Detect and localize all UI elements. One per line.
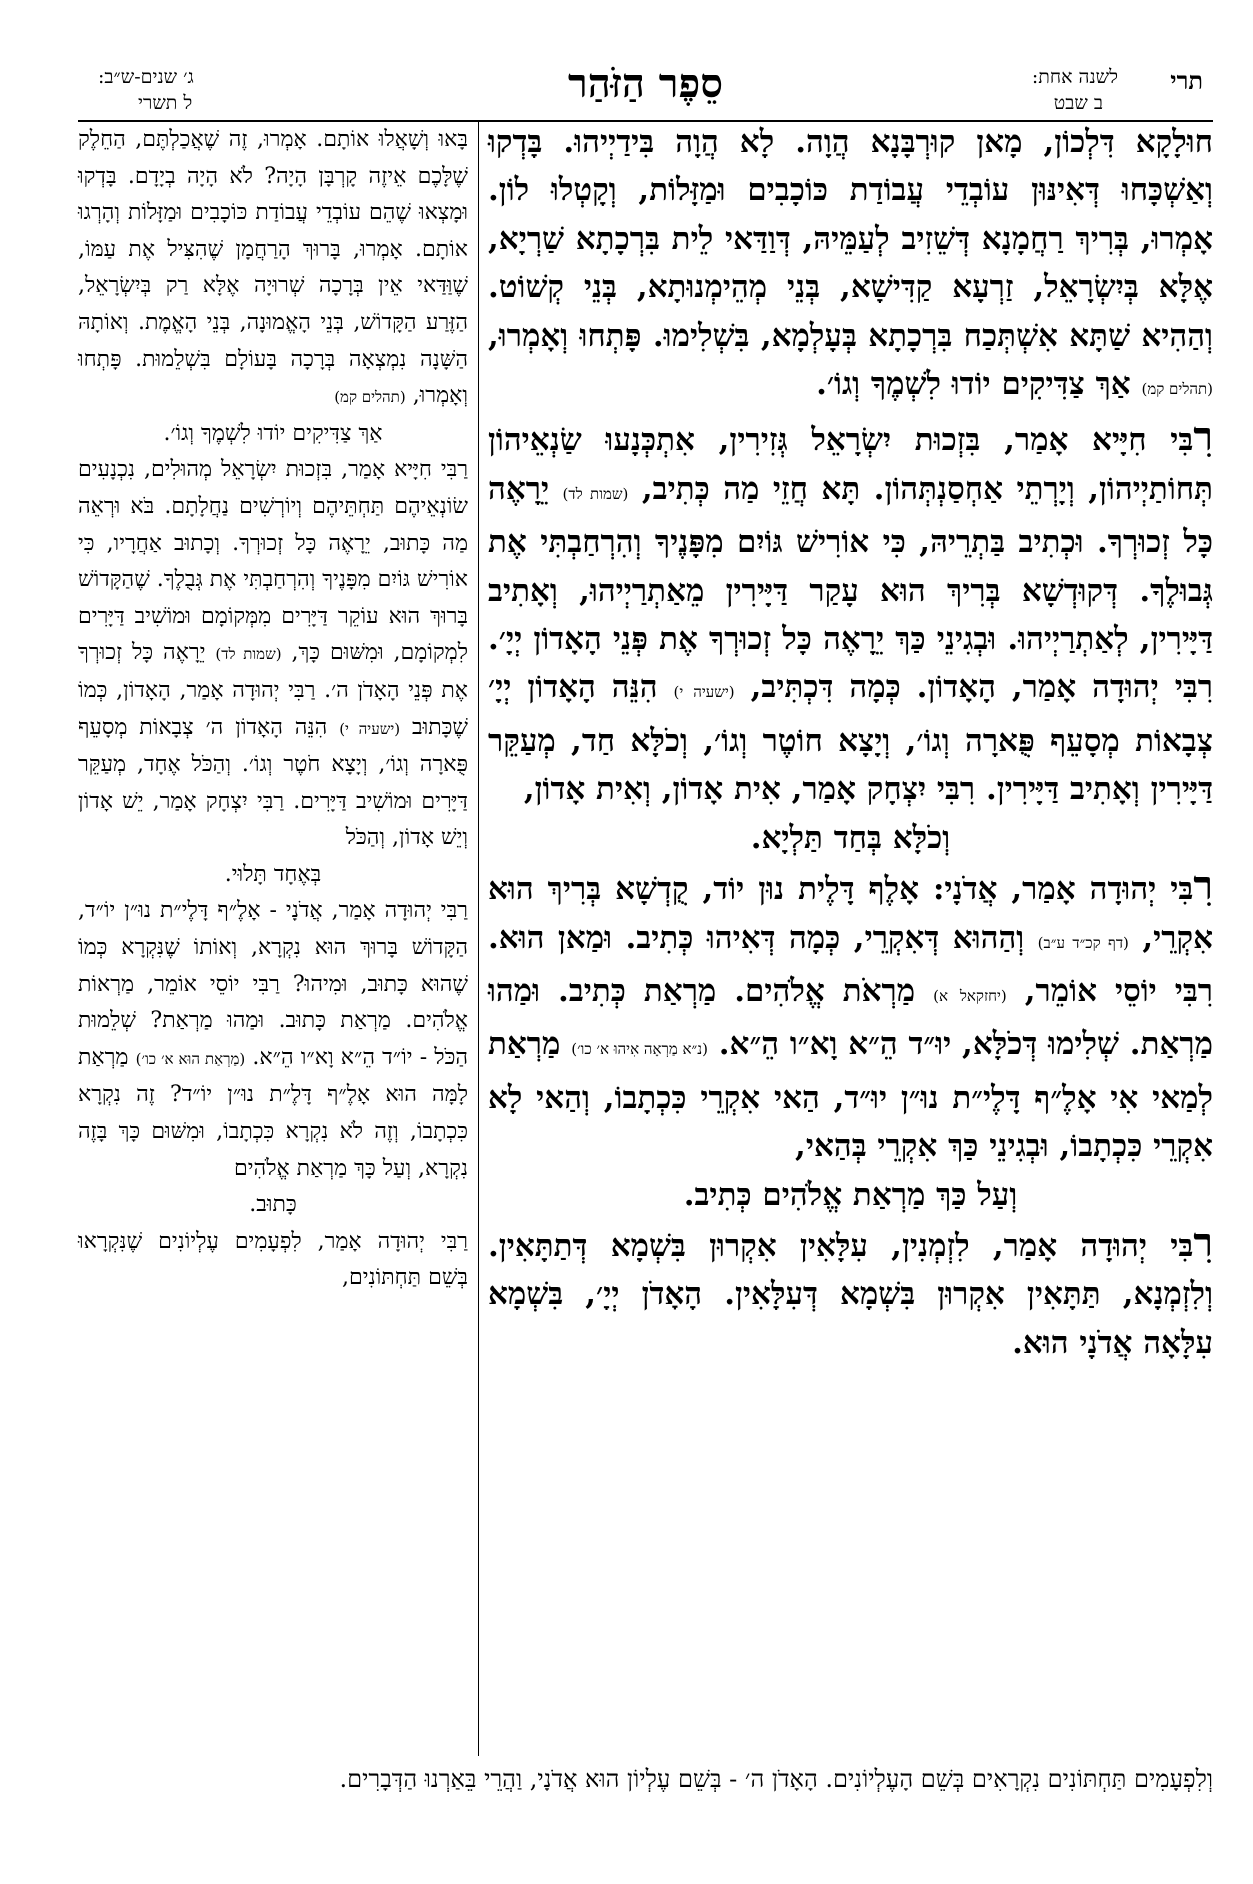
drop-cap: רִ xyxy=(1193,413,1213,461)
side-paragraph-2-end: בְּאֶחָד תָּלוּי. xyxy=(224,861,322,887)
main-paragraph-2: רִבִּי חִיָּיא אָמַר, בִּזְכוּת יִשְׂרָאֵל גְּזִירִין, אִתְכְּנָעוּ שַׂנְאֵיהוֹן תְּחוֹתַיְיהוֹן, וְיָרְתֵי אַחְסַנְתְּהוֹן. תָּא חֲזֵי מַה כְּתִיב, (שמות לד) יֵרָאֶה כָּל זְכוּרְךָ. וּכְתִיב בַּתְרֵיהּ, כִּי אוֹרִישׁ גּוֹיִם מִפָּנֶיךָ וְהִרְחַבְתִּי אֶת גְּבוּלֶךָ. דְּקוּדְשָׁא בְּרִיךְ הוּא עָקַר דַּיָּירִין מֵאַתְרַיְיהוּ, וְאָתִיב דַּיָּירִין, לְאַתְרַיְיהוּ. וּבְגִינֵי כַּךְ יֵרָאֶה כָּל זְכוּרְךָ אֶת פְּנֵי הָאָדוֹן יְיָ׳. רִבִּי יְהוּדָה אָמַר, הָאָדוֹן. כְּמָה דִּכְתִּיב, (ישעיה י) הִנֵּה הָאָדוֹן יְיָ׳ צְבָאוֹת מְסָעֵף פֻּארָה וְגוֹ׳, וְיָצָא חוֹטֶר וְגוֹ׳, וְכֹלָּא חַד, מְעַקֵּר דַּיָּירִין וְאָתִיב דַּיָּירִין. רִבִּי יִצְחָק אָמַר, אִית אָדוֹן, וְאִית אָדוֹן, xyxy=(488,413,1214,808)
page-number: תרי xyxy=(1170,66,1203,95)
variant-note: (נ״א מַרְאָה אִיהוּ א׳ כו׳) xyxy=(571,1040,708,1059)
verse-reference: (תהלים קמ) xyxy=(1141,380,1213,399)
drop-cap: רִ xyxy=(1193,1218,1213,1266)
verse-reference: (יחזקאל א) xyxy=(933,986,1007,1005)
study-schedule-date: ב שבט xyxy=(1053,92,1103,114)
verse-reference: (ישעיה י) xyxy=(673,683,735,702)
study-schedule-label: לשנה אחת: xyxy=(1031,66,1118,88)
drop-cap: רִ xyxy=(1193,862,1213,910)
side-paragraph-3: רַבִּי יְהוּדָה אָמַר, אֲדֹנָי - אָלֶ״ף דָּלֶי״ת נוּ״ן יוֹ״ד, הַקָּדוֹשׁ בָּרוּךְ הוּא נִקְרָא, וְאוֹתוֹ שֶׁנִּקְרָא כְּמוֹ שֶׁהוּא כָּתוּב, וּמִיהוּ? רַבִּי יוֹסֵי אוֹמֵר, מַרְאוֹת אֱלֹהִים. מַרְאַת כָּתוּב. וּמַהוּ מַרְאַת? שְׁלֵמוּת הַכֹּל - יוֹ״ד הֵ״א וָא״ו הֵ״א. (מַרְאַת הוּא א׳ כו׳) מַרְאַת לָמָּה הוּא אָלֶ״ף דָּלֶ״ת נוּ״ן יוֹ״ד? זֶה נִקְרָא כִּכְתָבוֹ, וְזֶה לֹא נִקְרָא כִּכְתָבוֹ, וּמִשּׁוּם כָּךְ בָּזֶה נִקְרָא, וְעַל כָּךְ מַרְאַת אֱלֹהִים xyxy=(78,898,468,1181)
main-paragraph-1: חוּלָקָא דִּלְכוֹן, מָאן קוּרְבָּנָא הֲוָה. לָא הֲוָה בִּידַיְיהוּ. בָּדְקוּ וְאַשְׁכָּחוּ דְּאִינּוּן עוֹבְדֵי עֲבוֹדַת כּוֹכָבִים וּמַזָּלוֹת, וְקָטְלוּ לוֹן. אָמְרוּ, בְּרִיךְ רַחֲמָנָא דְּשֵׁזִיב לְעַמֵּיהּ, דְּוַדַּאי לֵית בִּרְכָתָא שַׁרְיָא, אֶלָּא בְּיִשְׂרָאֵל, זַרְעָא קַדִּישָׁא, בְּנֵי מְהֵימְנוּתָא, בְּנֵי קְשׁוֹט. וְהַהִיא שַׁתָּא אִשְׁתְּכַח בִּרְכָתָא בְּעָלְמָא, בִּשְׁלִימוּ. פָּתְחוּ וְאָמְרוּ, (תהלים קמ) אַךְ צַדִּיקִים יוֹדוּ לִשְׁמֶךָ וְגוֹ׳. xyxy=(488,124,1213,403)
verse-reference: (ישעיה י) xyxy=(339,719,401,738)
column-divider xyxy=(478,122,479,1756)
main-paragraph-2-end: וְכֹלָּא בְּחַד תַּלְיָא. xyxy=(750,819,951,856)
side-paragraph-1: בָּאוּ וְשָׁאֲלוּ אוֹתָם. אָמְרוּ, זֶה שֶׁאֲכַלְתֶּם, הַחֵלֶק שֶׁלָּכֶם אֵיזֶה קָרְבָּן הָיָה? לֹא הָיָה בְיָדָם. בָּדְקוּ וּמָצְאוּ שֶׁהֵם עוֹבְדֵי עֲבוֹדַת כּוֹכָבִים וּמַזָּלוֹת וְהָרְגוּ אוֹתָם. אָמְרוּ, בָּרוּךְ הָרַחֲמָן שֶׁהִצִּיל אֶת עַמּוֹ, שֶׁוַּדַּאי אֵין בְּרָכָה שְׁרוּיָה אֶלָּא רַק בְּיִשְׂרָאֵל, הַזֶּרַע הַקָּדוֹשׁ, בְּנֵי הָאֱמוּנָה, בְּנֵי הָאֱמֶת. וְאוֹתָהּ הַשָּׁנָה נִמְצְאָה בְּרָכָה בָּעוֹלָם בִּשְׁלֵמוּת. פָּתְחוּ וְאָמְרוּ, (תהלים קמ) xyxy=(78,127,468,409)
page-reference: (דף קכ״ד ע״ב) xyxy=(1037,933,1129,952)
aramaic-main-column xyxy=(488,118,1213,1756)
verse-reference: (תהלים קמ) xyxy=(334,388,406,407)
variant-note: (מַרְאַת הוּא א׳ כו׳) xyxy=(135,1049,246,1068)
side-paragraph-3-end: כָּתוּב. xyxy=(249,1192,297,1218)
main-paragraph-4: רִבִּי יְהוּדָה אָמַר, לִזְמְנִין, עִלָּאִין אִקְרוּן בִּשְׁמָא דְּתַתָּאִין. וְלִזְמְנָא, תַּתָּאִין אִקְרוּן בִּשְׁמָא דְּעִלָּאִין. הָאָדֹן יְיָ׳, בִּשְׁמָא עִלָּאָה אֲדֹנָי הוּא. xyxy=(488,1218,1213,1361)
verse-reference: (שמות לד) xyxy=(562,484,629,503)
verse-reference: (שמות לד) xyxy=(215,645,282,664)
cycle-label: ג׳ שנים-ש״ב: xyxy=(98,66,194,88)
book-title: סֵפֶר הַזֹּהַר xyxy=(568,60,723,107)
cycle-date: ל תשרי xyxy=(138,92,193,114)
side-paragraph-4: רַבִּי יְהוּדָה אָמַר, לִפְעָמִים עֶלְיוֹנִים שֶׁנִּקְרָאוּ בְּשֵׁם תַּחְתּוֹנִים, xyxy=(78,1228,468,1291)
main-paragraph-3: רִבִּי יְהוּדָה אָמַר, אֲדֹנָי: אָלֶף דָּלֶית נוּן יוֹד, קֻדְשָׁא בְּרִיךְ הוּא אִקְרֵי, (דף קכ״ד ע״ב) וְהַהוּא דְּאִקְרֵי, כְּמָה דְּאִיהוּ כְּתִיב. וּמַאן הוּא. רִבִּי יוֹסֵי אוֹמֵר, (יחזקאל א) מַרְאֹת אֱלֹהִים. מַרְאַת כְּתִיב. וּמַהוּ מַרְאַת. שְׁלִימוּ דְּכֹלָּא, יוּ״ד הֵ״א וָא״ו הֵ״א. (נ״א מַרְאָה אִיהוּ א׳ כו׳) מַרְאַת לְמַאי אִי אָלֶ״ף דָּלֶי״ת נוּ״ן יוּ״ד, הַאי אִקְרֵי כִּכְתָבוֹ, וְהַאי לָא אִקְרֵי כִּכְתָבוֹ, וּבְגִינֵי כַּךְ אִקְרֵי בְּהַאי, xyxy=(488,862,1214,1165)
footer-continuation: וְלִפְעָמִים תַּחְתּוֹנִים נִקְרָאִים בְּשֵׁם הָעֶלְיוֹנִים. הָאָדֹן ה׳ - בְּשֵׁם עֶלְיוֹן הוּא אֲדֹנָי, וַהֲרֵי בֵּאַרְנוּ הַדְּבָרִים. xyxy=(339,1765,1213,1793)
main-paragraph-3-end: וְעַל כַּךְ מַרְאַת אֱלֹהִים כְּתִיב. xyxy=(683,1176,1018,1213)
hebrew-translation-column xyxy=(78,122,468,1756)
side-paragraph-1-end: אַךְ צַדִּיקִים יוֹדוּ לִשְׁמֶךָ וְגוֹ׳. xyxy=(163,420,383,446)
side-paragraph-2: רַבִּי חִיָּיא אָמַר, בִּזְכוּת יִשְׂרָאֵל מְהוּלִים, נִכְנָעִים שׂוֹנְאֵיהֶם תַּחְתֵּיהֶם וְיוֹרְשִׁים נַחֲלָתָם. בֹּא וּרְאֵה מַה כָּתוּב, יֵרָאֶה כָּל זְכוּרְךָ. וְכָתוּב אַחֲרָיו, כִּי אוֹרִישׁ גּוֹיִם מִפָּנֶיךָ וְהִרְחַבְתִּי אֶת גְּבֻלֶךָ. שֶׁהַקָּדוֹשׁ בָּרוּךְ הוּא עוֹקֵר דַּיָּרִים מִמְּקוֹמָם וּמוֹשִׁיב דַּיָּרִים לִמְקוֹמָם, וּמִשּׁוּם כָּךְ, (שמות לד) יֵרָאֶה כָּל זְכוּרְךָ אֶת פְּנֵי הָאָדֹן ה׳. רַבִּי יְהוּדָה אָמַר, הָאָדוֹן, כְּמוֹ שֶׁכָּתוּב (ישעיה י) הִנֵּה הָאָדוֹן ה׳ צְבָאוֹת מְסָעֵף פֻּארָה וְגוֹ׳, וְיָצָא חֹטֶר וְגוֹ׳. וְהַכֹּל אֶחָד, מְעַקֵּר דַּיָּרִים וּמוֹשִׁיב דַּיָּרִים. רַבִּי יִצְחָק אָמַר, יֵשׁ אָדוֹן וְיֵשׁ אָדוֹן, וְהַכֹּל xyxy=(78,457,468,851)
page-header xyxy=(78,60,1213,118)
